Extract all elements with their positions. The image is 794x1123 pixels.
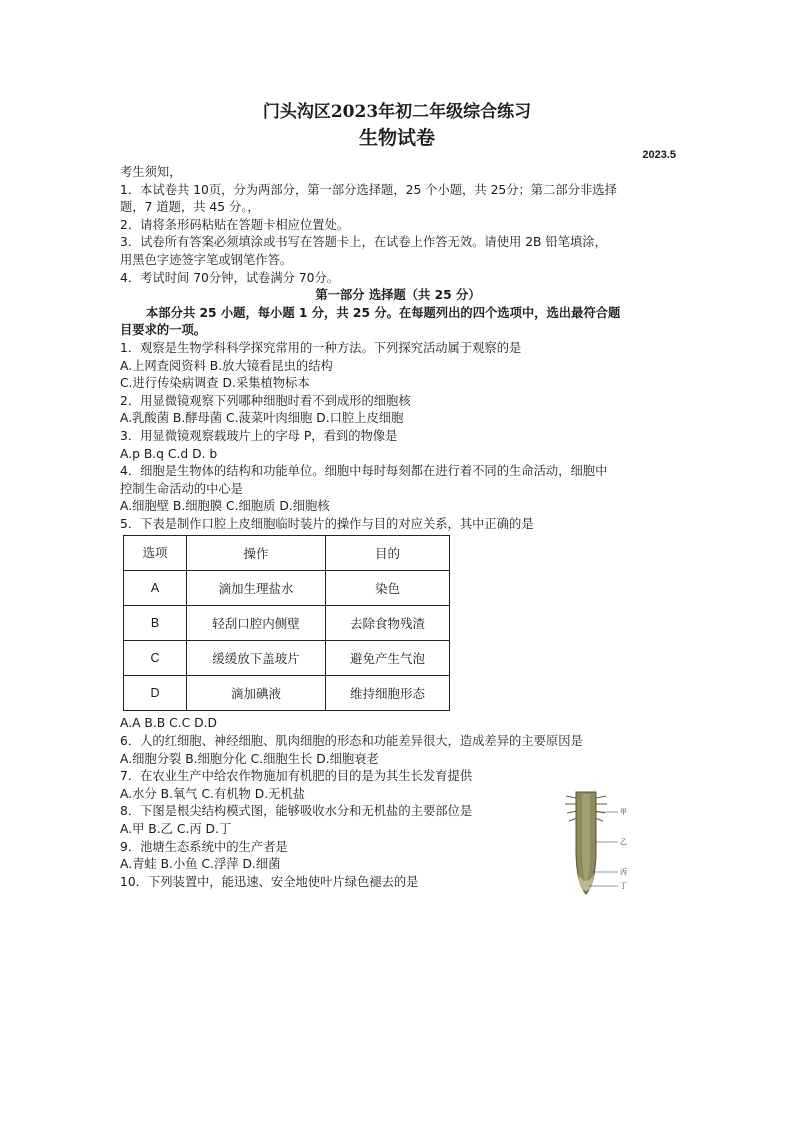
notice-line: 3．试卷所有答案必须填涂或书写在答题卡上，在试卷上作答无效。请使用 2B 铅笔填涂，	[120, 235, 607, 250]
table-cell: 去除食物残渣	[326, 606, 450, 641]
question-line: C.进行传染病调查 D.采集植物标本	[120, 376, 310, 391]
root-tip-diagram	[562, 790, 642, 900]
question-line: 6．人的红细胞、神经细胞、肌肉细胞的形态和功能差异很大，造成差异的主要原因是	[120, 734, 583, 749]
table-cell: C	[124, 641, 187, 676]
part1-heading: 第一部分 选择题（共 25 分）	[315, 288, 481, 303]
exam-body	[120, 164, 676, 891]
label-yi: 乙	[620, 838, 627, 846]
table-cell: 滴加碘液	[187, 676, 326, 711]
question-line: 5．下表是制作口腔上皮细胞临时装片的操作与目的对应关系，其中正确的是	[120, 516, 534, 531]
question-line: 4．细胞是生物体的结构和功能单位。细胞中每时每刻都在进行着不同的生命活动，细胞中	[120, 464, 608, 479]
notice-line: 用黑色字迹签字笔或钢笔作答。	[120, 252, 293, 267]
question-line: A.乳酸菌 B.酵母菌 C.菠菜叶肉细胞 D.口腔上皮细胞	[120, 411, 404, 426]
question-line: A.上网查阅资料 B.放大镜看昆虫的结构	[120, 358, 333, 373]
exam-subtitle: 生物试卷	[358, 127, 435, 149]
table-header-cell: 操作	[187, 536, 326, 571]
question-line: A.水分 B.氧气 C.有机物 D.无机盐	[120, 786, 306, 801]
table-header-row	[124, 536, 450, 571]
question-line: A.甲 B.乙 C.丙 D.丁	[120, 822, 232, 837]
table-cell: D	[124, 676, 187, 711]
notice-line: 4．考试时间 70分钟，试卷满分 70分。	[120, 270, 340, 285]
table-row	[124, 571, 450, 606]
q5-table	[123, 535, 450, 711]
notice-line: 1．本试卷共 10页，分为两部分，第一部分选择题，25 个小题，共 25分；第二部分非选择	[120, 182, 617, 197]
notice-line: 2．请将条形码粘贴在答题卡相应位置处。	[120, 217, 350, 232]
root-core	[582, 794, 590, 886]
label-bing: 丙	[620, 868, 627, 876]
question-line: 3．用显微镜观察载玻片上的字母 P，看到的物像是	[120, 428, 398, 443]
table-cell: 避免产生气泡	[326, 641, 450, 676]
table-cell: 维持细胞形态	[326, 676, 450, 711]
table-cell: 染色	[326, 571, 450, 606]
question-line: 8．下图是根尖结构模式图，能够吸收水分和无机盐的主要部位是	[120, 804, 473, 819]
question-line: A.细胞壁 B.细胞膜 C.细胞质 D.细胞核	[120, 499, 330, 514]
question-line: A.细胞分裂 B.细胞分化 C.细胞生长 D.细胞衰老	[120, 751, 379, 766]
table-row	[124, 641, 450, 676]
question-line: A.青蛙 B.小鱼 C.浮萍 D.细菌	[120, 857, 281, 872]
question-line: 1．观察是生物学科科学探究常用的一种方法。下列探究活动属于观察的是	[120, 340, 522, 355]
table-cell: B	[124, 606, 187, 641]
table-cell: A	[124, 571, 187, 606]
question-line: 2．用显微镜观察下列哪种细胞时看不到成形的细胞核	[120, 393, 411, 408]
label-jia: 甲	[620, 808, 627, 816]
table-cell: 缓缓放下盖玻片	[187, 641, 326, 676]
table-cell: 轻刮口腔内侧壁	[187, 606, 326, 641]
question-line: 7．在农业生产中给农作物施加有机肥的目的是为其生长发育提供	[120, 769, 473, 784]
table-row	[124, 676, 450, 711]
part1-intro: 目要求的一项。	[120, 323, 207, 338]
question-line: A.p B.q C.d D. b	[120, 446, 218, 461]
question-line: 10．下列装置中，能迅速、安全地使叶片绿色褪去的是	[120, 874, 419, 889]
table-header-cell: 目的	[326, 536, 450, 571]
question-line: A.A B.B C.C D.D	[120, 716, 217, 731]
notice-heading: 考生须知，	[120, 165, 182, 179]
question-line: 9．池塘生态系统中的生产者是	[120, 839, 288, 854]
question-line: 控制生命活动的中心是	[120, 481, 243, 496]
exam-title: 门头沟区2023年初二年级综合练习	[262, 102, 532, 122]
table-cell: 滴加生理盐水	[187, 571, 326, 606]
table-row	[124, 606, 450, 641]
notice-line: 题，7 道题，共 45 分。，	[120, 200, 260, 215]
part1-intro: 本部分共 25 小题，每小题 1 分，共 25 分。在每题列出的四个选项中，选出最符合题	[146, 305, 621, 320]
exam-date: 2023.5	[642, 149, 676, 161]
table-header-cell: 选项	[124, 536, 187, 571]
label-ding: 丁	[620, 882, 627, 890]
